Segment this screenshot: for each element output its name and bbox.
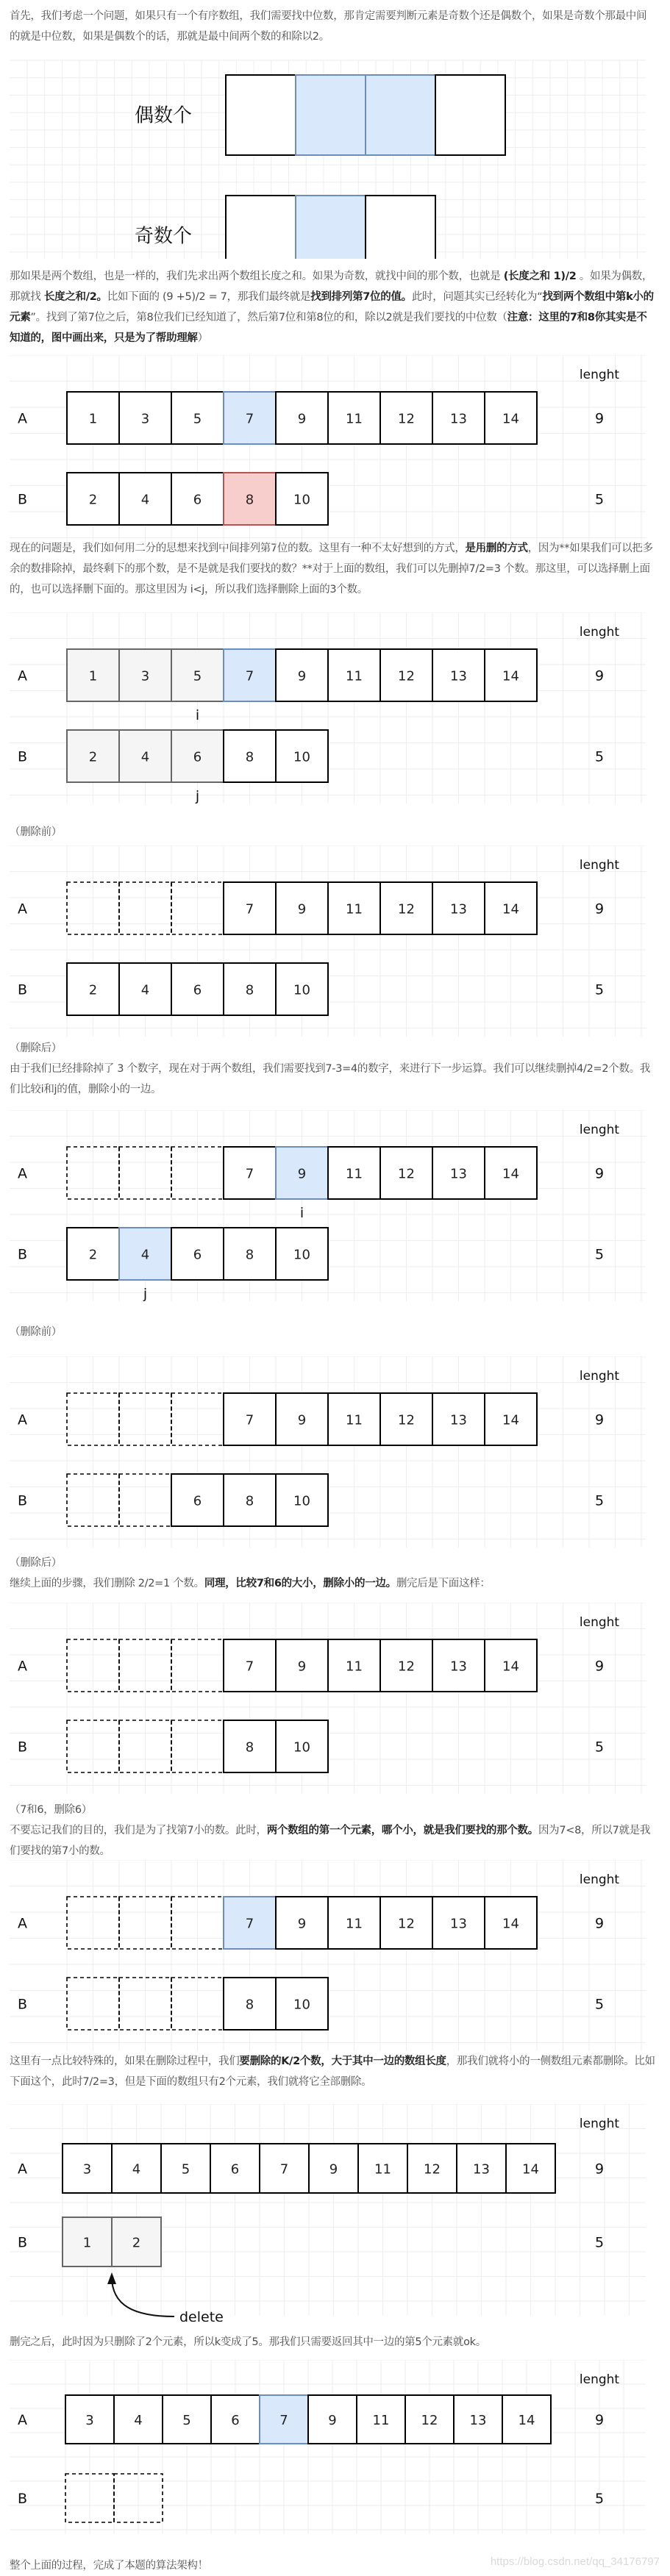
array-length: 9 (594, 410, 605, 427)
length-header: lenght (579, 1615, 620, 1630)
cell-value: 6 (193, 1493, 202, 1509)
text-segment: 那如果是两个数组，也是一样的，我们先求出两个数组长度之和。如果为奇数，就找中间的那个数，也就是 (10, 271, 504, 282)
cell-value: 8 (245, 1247, 254, 1263)
array-diagram (0, 355, 670, 552)
delete-label: delete (179, 2309, 224, 2322)
cell-value: 4 (134, 2413, 143, 2428)
paragraph (10, 266, 657, 348)
bold-text: (长度之和 1)/2 (503, 271, 577, 282)
cell-value: 13 (473, 2161, 490, 2178)
array-row-B (18, 2217, 604, 2266)
cell-value: 13 (450, 1166, 467, 1182)
cell-value: 11 (346, 411, 363, 427)
cell-value: 7 (245, 1166, 254, 1182)
array-row-B (18, 1228, 604, 1302)
cell-value: 7 (245, 1916, 254, 1932)
array-row-A (18, 649, 604, 723)
length-header: lenght (579, 2117, 620, 2131)
cell-value: 4 (132, 2161, 141, 2178)
bold-text: 要删除的K/2个数，大于其中一边的数组长度 (239, 2056, 446, 2067)
cell-value: 2 (88, 492, 98, 508)
cell-value: 3 (140, 411, 150, 427)
cell-value: 12 (398, 1659, 415, 1675)
cell-value: 1 (82, 2235, 92, 2251)
pointer-i: i (299, 1205, 304, 1221)
arrow-head-icon (107, 2272, 116, 2284)
text-segment: （删除后） (10, 1042, 62, 1054)
odd-count-cell (226, 196, 296, 259)
text-segment: 整个上面的过程，完成了本题的算法架构！ (10, 2560, 208, 2572)
cell-value: 9 (297, 1412, 307, 1428)
paragraph (10, 6, 657, 47)
length-header: lenght (579, 1369, 620, 1384)
text-segment: （删除后） (10, 1557, 62, 1569)
cell-value: 6 (193, 982, 202, 998)
cell-value: 12 (398, 1166, 415, 1182)
array-row-B (18, 473, 604, 525)
cell-value: 11 (346, 1166, 363, 1182)
array-length: 9 (594, 1165, 605, 1182)
array-length: 5 (594, 1246, 605, 1263)
bold-text: 同理，比较7和6的大小，删除小的一边。 (204, 1578, 396, 1589)
array-row-A (18, 2395, 604, 2444)
cell-value: 10 (293, 1997, 310, 2013)
cell-value: 13 (469, 2413, 487, 2428)
cell-value: 9 (297, 411, 307, 427)
intro-diagram (0, 46, 670, 259)
array-row-A (18, 2144, 604, 2193)
array-label: B (18, 1246, 28, 1263)
array-label: B (18, 2234, 28, 2251)
array-diagram (0, 1603, 670, 1800)
paragraph (10, 1322, 657, 1342)
cell-value: 14 (502, 1916, 519, 1932)
text-segment: 首先，我们考虑一个问题，如果只有一个有序数组，我们需要找中位数，那肯定需要判断元素是奇数个还是偶数个，如果是奇数个那最中间的就是中位数，如果是偶数个的话，那就是最中间两个数的和除以2。 (10, 10, 647, 43)
cell-value: 7 (245, 901, 254, 917)
grid-background (10, 2104, 646, 2316)
array-label: A (18, 1658, 27, 1675)
array-diagram (0, 1860, 670, 2057)
array-label: A (18, 2161, 27, 2178)
cell-value: 3 (82, 2161, 92, 2178)
array-length: 5 (594, 748, 605, 765)
pointer-j: j (143, 1286, 148, 1302)
delete-arrow (112, 2277, 174, 2316)
cell-value: 11 (374, 2161, 391, 2178)
cell-value: 14 (502, 901, 519, 917)
array-label: A (18, 1412, 27, 1428)
cell-value: 13 (450, 901, 467, 917)
cell-value: 7 (245, 1412, 254, 1428)
array-length: 5 (594, 2491, 605, 2507)
array-diagram (0, 1110, 670, 1307)
cell-value: 9 (329, 2161, 338, 2178)
cell-value: 10 (293, 1247, 310, 1263)
array-length: 9 (594, 2161, 605, 2178)
array-length: 5 (594, 981, 605, 998)
text-segment: 此时，问题其实已经转化为“ (411, 291, 543, 303)
array-row-A (18, 392, 604, 444)
text-segment: ，那我们就将小的一侧数组元素都删除。比如下面这个，此时7/2=3，但是下面的数组只有2个元素，我们就将它全部删除。 (10, 2056, 655, 2088)
cell-value: 5 (193, 411, 202, 427)
cell-value: 10 (293, 492, 310, 508)
array-length: 5 (594, 2234, 605, 2251)
odd-count-cell (296, 196, 366, 259)
cell-value: 12 (421, 2413, 438, 2428)
array-length: 9 (594, 668, 605, 684)
length-header: lenght (579, 1872, 620, 1887)
cell-value: 14 (502, 1166, 519, 1182)
array-label: A (18, 1915, 27, 1932)
cell-value: 11 (346, 1916, 363, 1932)
cell-value: 3 (140, 668, 150, 684)
cell-value: 8 (245, 1493, 254, 1509)
paragraph (10, 2555, 657, 2576)
text-segment: ，因为**如果我们可以把多余的数排除掉，最终剩下的那个数，是不是就是我们要找的数？**对于上面的数组，我们可以先删掉7/2=3 个数。那这里，可以选择删上面的，也可以选择删下面的。那这里因为 i<j，所以我们选择删除上面的3个数。 (10, 543, 653, 595)
cell-value: 9 (297, 1166, 307, 1182)
cell-value: 2 (132, 2235, 141, 2251)
array-row-A (18, 1147, 604, 1221)
text-segment: （7和6，删除6） (10, 1804, 92, 1816)
array-length: 5 (594, 1492, 605, 1509)
cell-value: 12 (398, 1412, 415, 1428)
array-length: 9 (594, 2412, 605, 2428)
array-label: B (18, 1492, 28, 1509)
text-segment: 继续上面的步骤，我们删除 2/2=1 个数。 (10, 1578, 204, 1589)
cell-value: 12 (398, 901, 415, 917)
array-length: 9 (594, 1915, 605, 1932)
cell-value: 14 (502, 668, 519, 684)
cell-value: 13 (450, 1659, 467, 1675)
cell-value: 6 (230, 2161, 240, 2178)
cell-value: 8 (245, 749, 254, 765)
bold-text: 是用删的方式 (465, 543, 528, 554)
cell-value: 7 (245, 668, 254, 684)
text-segment: 删完后是下面这样： (396, 1578, 491, 1589)
text-segment: 不要忘记我们的目的，我们是为了找第7小的数。此时， (10, 1825, 267, 1836)
cell-value: 7 (245, 411, 254, 427)
array-label: A (18, 901, 27, 917)
cell-value: 8 (245, 1997, 254, 2013)
array-row-A (18, 1393, 604, 1445)
cell-value: 11 (372, 2413, 390, 2428)
array-diagram (0, 2104, 670, 2322)
array-row-A (18, 1897, 604, 1949)
cell-value: 6 (193, 1247, 202, 1263)
cell-value: 13 (450, 668, 467, 684)
array-length: 5 (594, 1739, 605, 1756)
even-count-label: 偶数个 (135, 104, 193, 127)
cell-value: 1 (88, 668, 98, 684)
text-segment: ） (197, 332, 208, 344)
cell-value: 7 (279, 2161, 289, 2178)
array-row-A (18, 1639, 604, 1692)
cell-value: 11 (346, 901, 363, 917)
cell-value: 13 (450, 411, 467, 427)
array-row-A (18, 882, 604, 934)
length-header: lenght (579, 625, 620, 640)
bold-text: 长度之和/2。 (43, 291, 107, 303)
text-segment: 现在的问题是，我们如何用二分的思想来找到中间排列第7位的数。这里有一种不太好想到的方式， (10, 543, 466, 554)
paragraph (10, 2051, 657, 2092)
cell-value: 5 (193, 668, 202, 684)
even-count-cell (366, 75, 435, 155)
array-length: 5 (594, 491, 605, 508)
cell-value: 10 (293, 749, 310, 765)
cell-value: 9 (297, 901, 307, 917)
cell-value: 2 (88, 982, 98, 998)
array-label: B (18, 2491, 28, 2507)
length-header: lenght (579, 2372, 620, 2387)
cell-value: 12 (398, 411, 415, 427)
cell-value: 4 (140, 1247, 150, 1263)
text-segment: 因为7<8，所以7就是我们要找的第7小的数。 (10, 1825, 651, 1857)
cell-value: 4 (140, 982, 150, 998)
bold-text: 找到两个数组中第k小的元素 (10, 291, 654, 323)
cell-value: 9 (297, 668, 307, 684)
array-length: 9 (594, 901, 605, 917)
array-label: A (18, 668, 27, 684)
array-length: 9 (594, 1658, 605, 1675)
text-segment: 。如果为偶数，那就找 (10, 271, 653, 303)
text-segment: 比如下面的 (9 +5)/2 = 7，那我们最终就是 (107, 291, 311, 303)
cell-value: 14 (502, 1659, 519, 1675)
cell-value: 9 (297, 1659, 307, 1675)
paragraph (10, 1038, 657, 1100)
cell-value: 12 (398, 668, 415, 684)
even-count-cell (435, 75, 505, 155)
array-label: B (18, 491, 28, 508)
cell-value: 4 (140, 492, 150, 508)
bold-text: 找到排列第7位的值。 (310, 291, 412, 303)
array-row-B (18, 1978, 604, 2030)
cell-value: 3 (85, 2413, 94, 2428)
cell-value: 13 (450, 1412, 467, 1428)
array-row-B (18, 730, 604, 804)
odd-count-cell (366, 196, 435, 259)
array-row-B (18, 1474, 604, 1526)
length-header: lenght (579, 368, 620, 382)
cell-value: 9 (297, 1916, 307, 1932)
array-label: A (18, 2412, 27, 2428)
array-diagram (0, 845, 670, 1042)
cell-value: 11 (346, 668, 363, 684)
cell-value: 10 (293, 1739, 310, 1756)
even-count-cell (226, 75, 296, 155)
text-segment: （删除前） (10, 1326, 62, 1338)
array-diagram (0, 612, 670, 809)
cell-value: 10 (293, 982, 310, 998)
cell-value: 11 (346, 1659, 363, 1675)
cell-value: 1 (88, 411, 98, 427)
bold-text: 两个数组的第一个元素，哪个小，就是我们要找的那个数。 (266, 1825, 538, 1836)
odd-count-label: 奇数个 (135, 225, 193, 248)
cell-value: 5 (181, 2161, 190, 2178)
cell-value: 5 (182, 2413, 191, 2428)
cell-value: 13 (450, 1916, 467, 1932)
text-segment: 由于我们已经排除掉了 3 个数字，现在对于两个数组，我们需要找到7-3=4的数字，来进行下一步运算。我们可以继续删掉4/2=2个数。我们比较i和j的值，删除小的一边。 (10, 1063, 651, 1095)
bold-text: 注意：这里的7和8你其实是不知道的，图中画出来，只是为了帮助理解 (10, 312, 647, 344)
paragraph (10, 2332, 657, 2353)
cell-value: 4 (140, 749, 150, 765)
paragraph (10, 1553, 657, 1594)
cell-value: 8 (245, 982, 254, 998)
cell-value: 14 (518, 2413, 535, 2428)
paragraph (10, 822, 657, 842)
watermark: https://blog.csdn.net/qq_34176797 (490, 2555, 660, 2568)
array-label: A (18, 410, 27, 427)
cell-value: 14 (522, 2161, 539, 2178)
cell-value: 8 (245, 1739, 254, 1756)
cell-value: 6 (231, 2413, 240, 2428)
text-segment: 这里有一点比较特殊的，如果在删除过程中，我们 (10, 2056, 240, 2067)
cell-value: 12 (424, 2161, 441, 2178)
pointer-i: i (195, 707, 200, 723)
length-header: lenght (579, 858, 620, 873)
cell-value: 11 (346, 1412, 363, 1428)
array-row-B (18, 963, 604, 1015)
cell-value: 12 (398, 1916, 415, 1932)
cell-value: 6 (193, 492, 202, 508)
cell-value: 7 (245, 1659, 254, 1675)
array-diagram (0, 1356, 670, 1553)
text-segment: 删完之后，此时因为只删除了2个元素，所以k变成了5。那我们只需要返回其中一边的第5个元素就ok。 (10, 2336, 486, 2348)
array-label: B (18, 1996, 28, 2013)
cell-value: 7 (279, 2413, 288, 2428)
array-label: B (18, 1739, 28, 1756)
cell-value: 14 (502, 411, 519, 427)
array-length: 5 (594, 1996, 605, 2013)
length-header: lenght (579, 1123, 620, 1137)
cell-value: 14 (502, 1412, 519, 1428)
even-count-cell (296, 75, 366, 155)
pointer-j: j (195, 788, 200, 804)
cell-value: 2 (88, 1247, 98, 1263)
array-label: B (18, 981, 28, 998)
array-length: 9 (594, 1412, 605, 1428)
cell-value: 6 (193, 749, 202, 765)
text-segment: ”。找到了第7位之后，第8位我们已经知道了，然后第7位和第8位的和，除以2就是我们要找的中位数（ (30, 312, 507, 323)
grid-background (10, 2360, 646, 2534)
cell-value: 10 (293, 1493, 310, 1509)
paragraph (10, 1800, 657, 1861)
cell-value: 9 (328, 2413, 337, 2428)
cell-value: 2 (88, 749, 98, 765)
array-row-B (18, 1720, 604, 1772)
array-diagram (0, 2360, 670, 2540)
array-label: B (18, 748, 28, 765)
cell-value: 8 (245, 492, 254, 508)
text-segment: （删除前） (10, 826, 62, 838)
array-label: A (18, 1165, 27, 1182)
